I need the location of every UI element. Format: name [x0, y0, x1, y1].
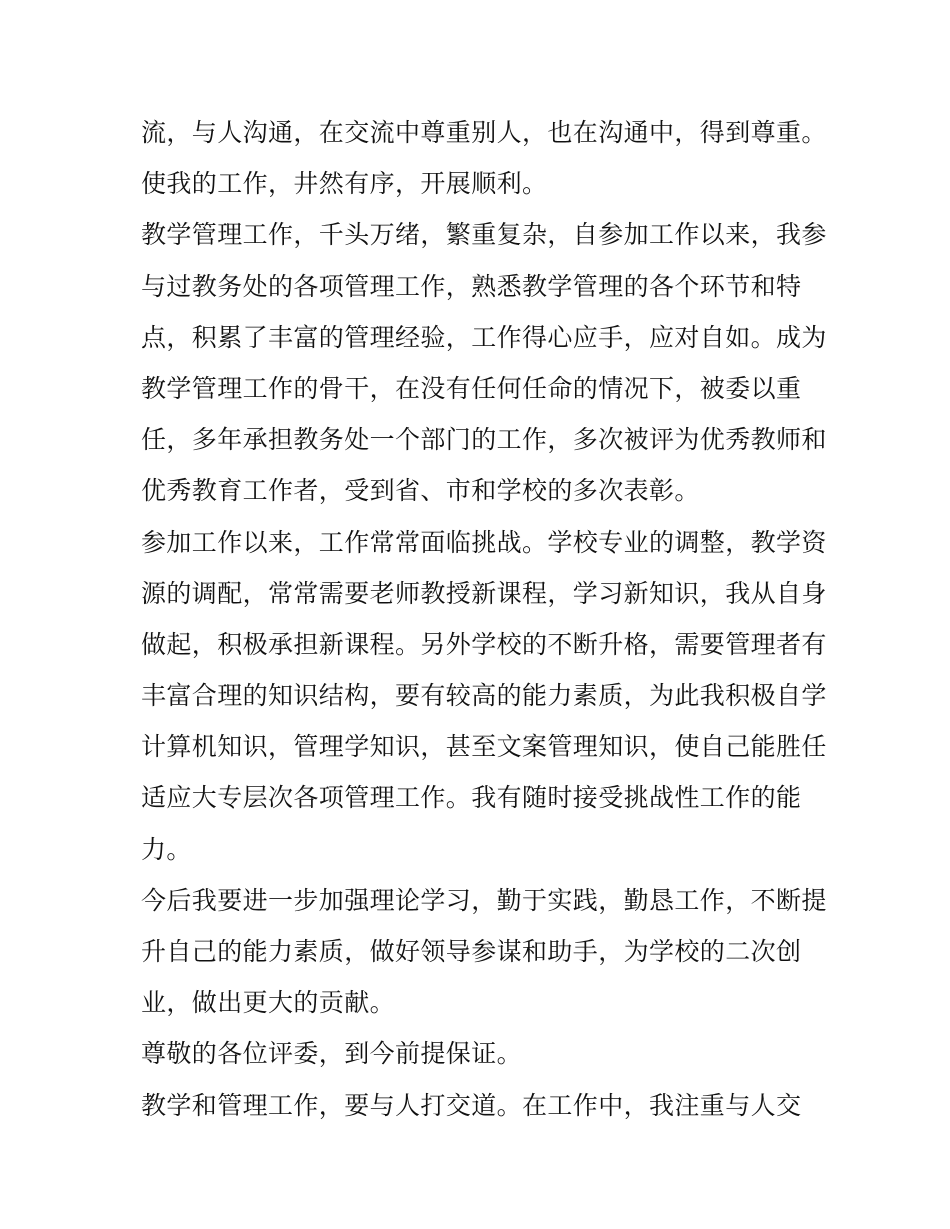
- text-line: 优秀教育工作者，受到省、市和学校的多次表彰。: [141, 476, 700, 506]
- text-line: 尊敬的各位评委，到今前提保证。: [141, 1039, 523, 1069]
- text-line: 教学管理工作，千头万绪，繁重复杂，自参加工作以来，我参: [141, 220, 827, 250]
- text-line: 业，做出更大的贡献。: [141, 988, 396, 1018]
- text-line: 点，积累了丰富的管理经验，工作得心应手，应对自如。成为: [141, 322, 827, 352]
- text-line: 做起，积极承担新课程。另外学校的不断升格，需要管理者有: [141, 629, 827, 659]
- body-text: [141, 107, 827, 1131]
- text-line: 教学管理工作的骨干，在没有任何任命的情况下，被委以重: [141, 373, 802, 403]
- text-line: 升自己的能力素质，做好领导参谋和助手，为学校的二次创: [141, 937, 802, 966]
- text-line: 适应大专层次各项管理工作。我有随时接受挑战性工作的能: [141, 783, 802, 813]
- text-line: 参加工作以来，工作常常面临挑战。学校专业的调整，教学资: [141, 527, 827, 557]
- text-line: 流，与人沟通，在交流中尊重别人，也在沟通中，得到尊重。: [141, 118, 827, 147]
- text-line: 计算机知识，管理学知识，甚至文案管理知识，使自己能胜任: [141, 732, 827, 762]
- text-line: 力。: [141, 834, 192, 864]
- text-line: 今后我要进一步加强理论学习，勤于实践，勤恳工作，不断提: [141, 885, 827, 915]
- text-line: 丰富合理的知识结构，要有较高的能力素质，为此我积极自学: [141, 681, 827, 711]
- text-line: 任，多年承担教务处一个部门的工作，多次被评为优秀教师和: [141, 425, 827, 455]
- text-line: 与过教务处的各项管理工作，熟悉教学管理的各个环节和特: [141, 271, 802, 301]
- text-line: 使我的工作，井然有序，开展顺利。: [141, 169, 548, 199]
- text-line: 源的调配，常常需要老师教授新课程，学习新知识，我从自身: [141, 578, 827, 608]
- text-line: 教学和管理工作，要与人打交道。在工作中，我注重与人交: [141, 1090, 802, 1120]
